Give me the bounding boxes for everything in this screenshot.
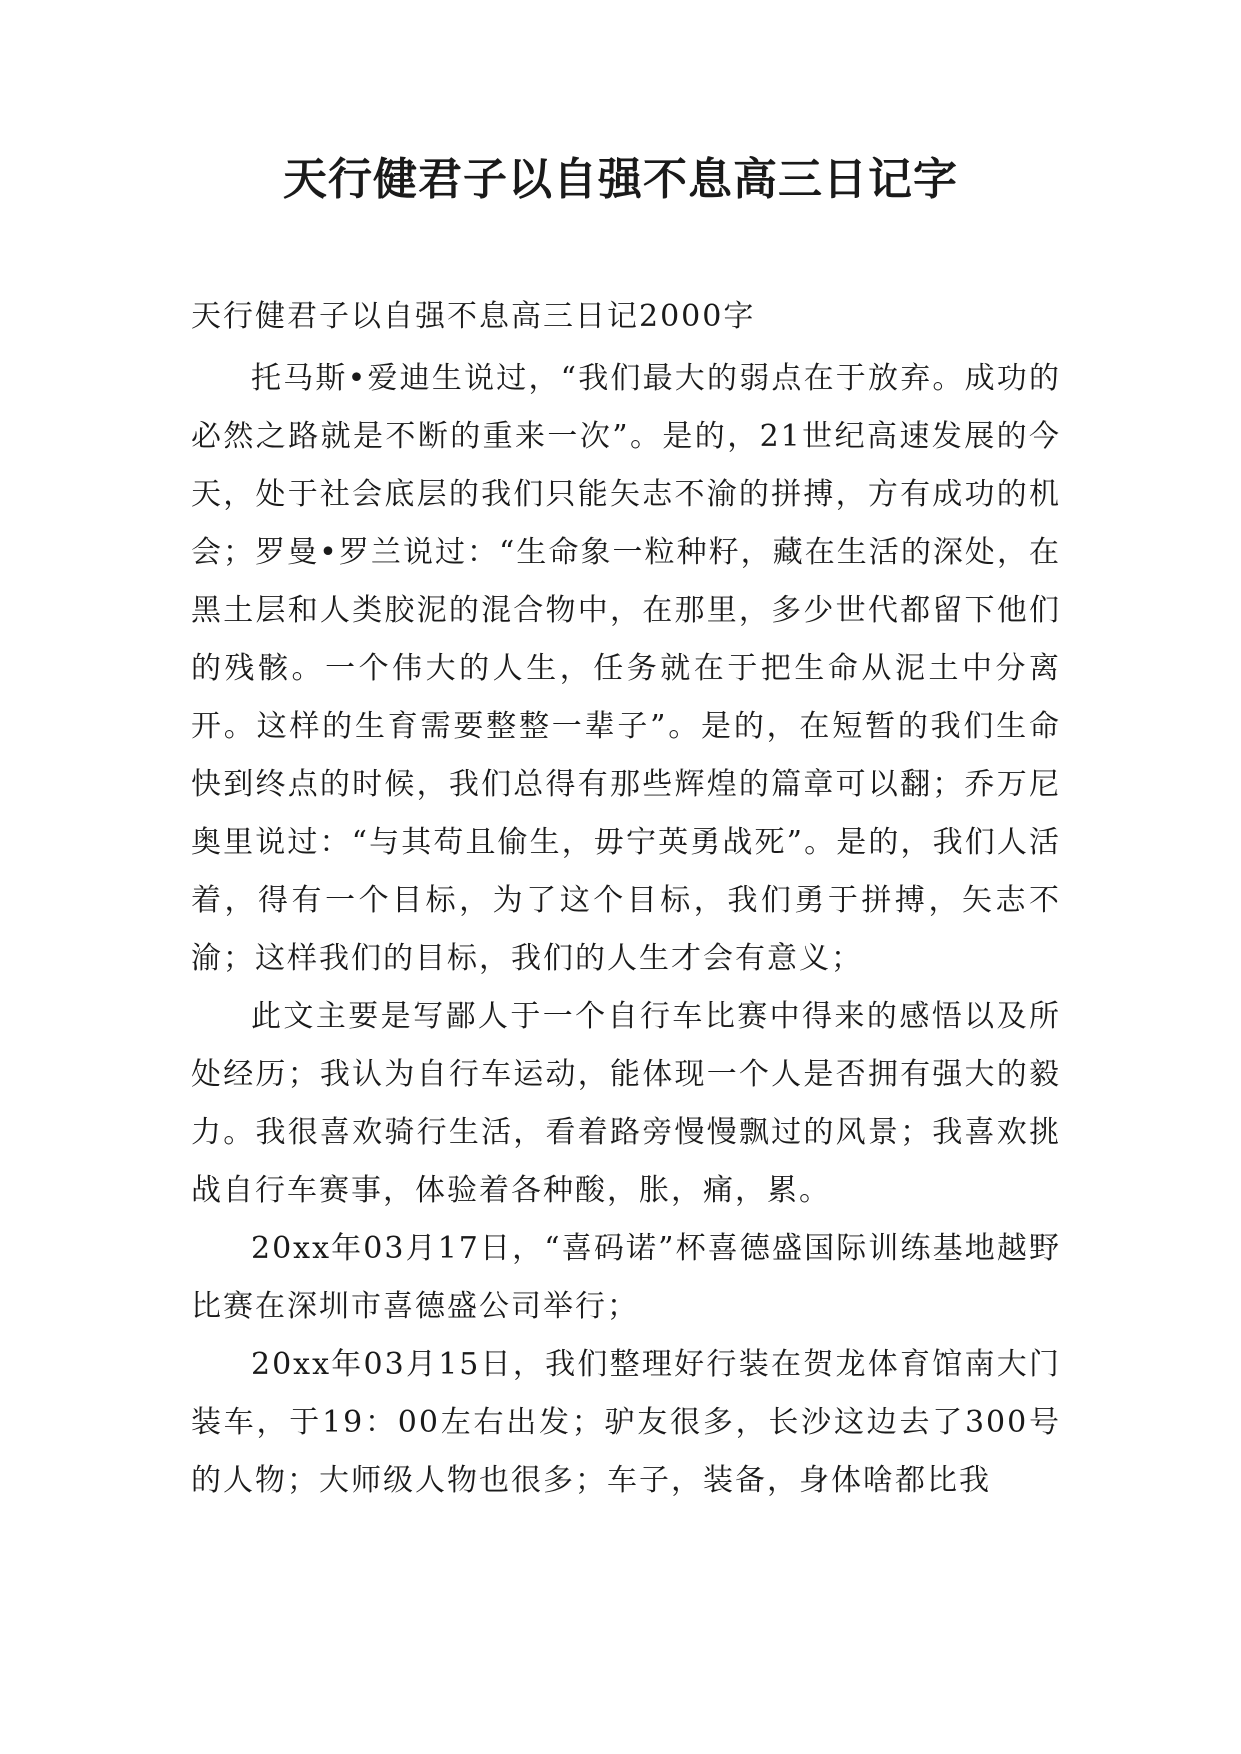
- paragraph-1: 托马斯•爱迪生说过，“我们最大的弱点在于放弃。成功的必然之路就是不断的重来一次”。是的，21世纪高速发展的今天，处于社会底层的我们只能矢志不渝的拼搏，方有成功的机会；罗曼•罗兰说过：“生命象一粒种籽，藏在生活的深处，在黑土层和人类胶泥的混合物中，在那里，多少世代都留下他们的残骸。一个伟大的人生，任务就在于把生命从泥土中分离开。这样的生育需要整整一辈子”。是的，在短暂的我们生命快到终点的时候，我们总得有那些辉煌的篇章可以翻；乔万尼奥里说过：“与其苟且偷生，毋宁英勇战死”。是的，我们人活着，得有一个目标，为了这个目标，我们勇于拼搏，矢志不渝；这样我们的目标，我们的人生才会有意义；: [191, 361, 1061, 976]
- paragraph-3: 20xx年03月17日，“喜码诺”杯喜德盛国际训练基地越野比赛在深圳市喜德盛公司举行；: [191, 1231, 1061, 1324]
- paragraph-4: 20xx年03月15日，我们整理好行装在贺龙体育馆南大门装车，于19：00左右出发；驴友很多，长沙这边去了300号的人物；大师级人物也很多；车子，装备，身体啥都比我: [191, 1347, 1061, 1498]
- document-subtitle: 天行健君子以自强不息高三日记2000字: [191, 299, 756, 334]
- document-body: [191, 288, 1061, 1510]
- document-title: 天行健君子以自强不息高三日记字: [283, 154, 958, 205]
- paragraph-2: 此文主要是写鄙人于一个自行车比赛中得来的感悟以及所处经历；我认为自行车运动，能体现一个人是否拥有强大的毅力。我很喜欢骑行生活，看着路旁慢慢飘过的风景；我喜欢挑战自行车赛事，体验着各种酸，胀，痛，累。: [191, 999, 1061, 1208]
